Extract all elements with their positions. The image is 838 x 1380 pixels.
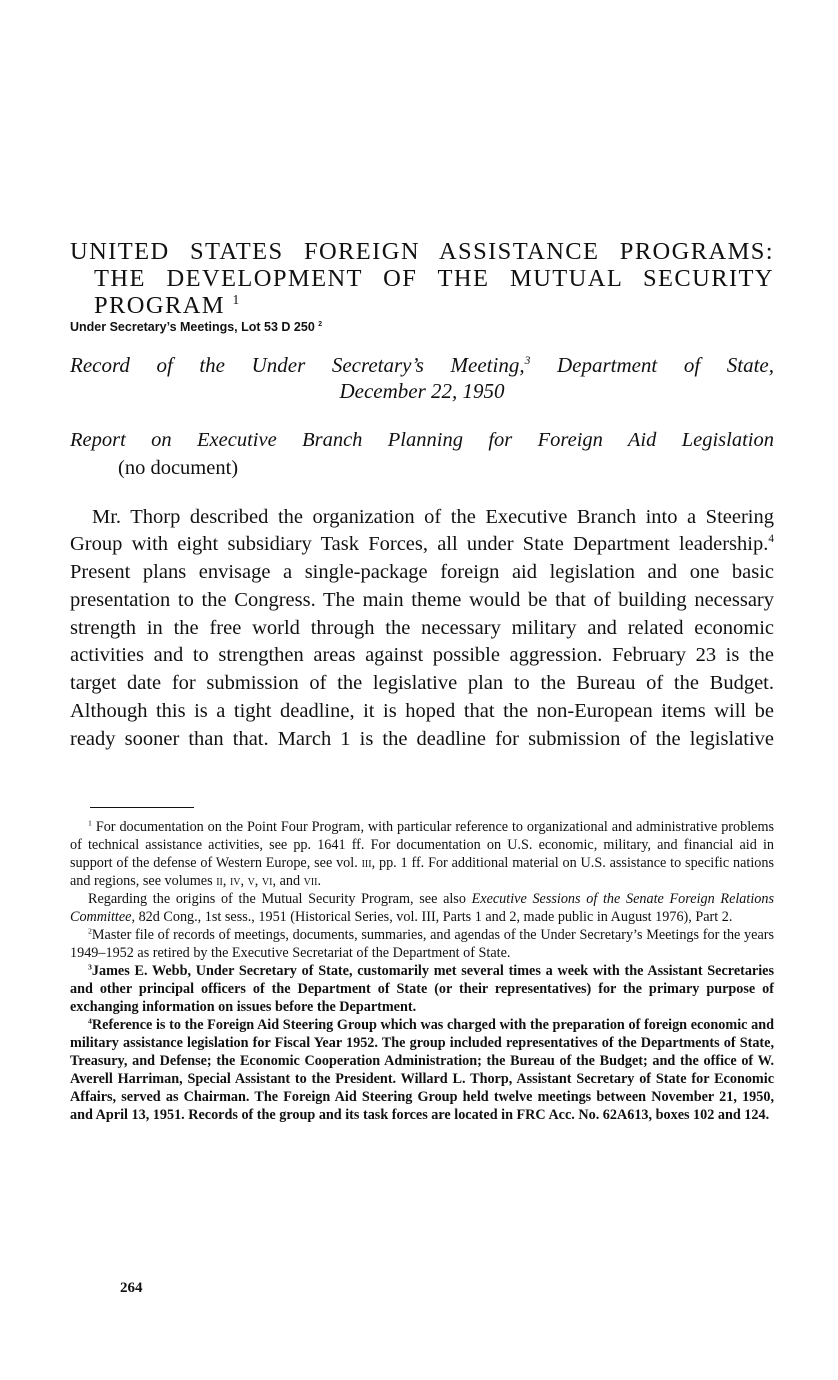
footnotes	[70, 818, 774, 1124]
record-heading-line-1	[70, 352, 774, 378]
footnote-3-mark: 3	[88, 962, 92, 972]
chapter-title-line-2: THE DEVELOPMENT OF THE MUTUAL SECURITY	[94, 265, 774, 293]
footnote-2-text: Master file of records of meetings, documents, summaries, and agendas of the Under Secretary’s Meetings for the years 1949–1952 as retired by the Executive Secretariat of the Department of State.	[70, 927, 774, 961]
footnote-1-vol-vii: vii	[303, 873, 318, 889]
footnote-3-text: James E. Webb, Under Secretary of State, customarily met several times a week with the Assistant Secretaries and other principal officers of the Department of State (or their representatives) for the primary purpose of exchanging information on issues before the Department.	[70, 963, 774, 1015]
footnote-1-vols: ii, iv, v, vi,	[216, 873, 277, 889]
footnote-ref-2: 2	[318, 320, 323, 328]
footnote-1-paragraph-2	[70, 890, 774, 926]
footnote-2	[70, 926, 774, 962]
footnote-1-text-d: .	[317, 873, 322, 889]
footnote-ref-3: 3	[524, 355, 531, 367]
page-number: 264	[120, 1280, 143, 1296]
footnote-ref-4: 4	[768, 533, 774, 546]
record-heading-date: December 22, 1950	[339, 379, 505, 403]
record-heading	[70, 352, 774, 404]
chapter-title-line-1: UNITED STATES FOREIGN ASSISTANCE PROGRAMS:	[70, 238, 774, 266]
footnote-4	[70, 1016, 774, 1124]
report-heading-note: (no document)	[118, 457, 239, 479]
body-paragraph-part-1: Mr. Thorp described the organization of the Executive Branch into a Steering Group with eight subsidiary Task Forces, all under State Department leadership.	[70, 505, 774, 556]
footnote-1-text-a: For documentation on the Point Four Program, with particular reference to organizational and administrative problems of technical assistance activities, see pp. 1641 ff. For documentation on U.S. economic, military, and financial aid in support of the defense of Western Europe, see vol.	[70, 819, 775, 871]
footnote-ref-1: 1	[232, 292, 241, 308]
footnote-1-p2-text-a: Regarding the origins of the Mutual Security Program, see also	[88, 891, 472, 907]
archive-source-line	[70, 320, 774, 334]
chapter-title	[70, 238, 774, 319]
footnote-1-text-b: , pp. 1 ff. For additional material on U.S. assistance to specific nations and regions, see volumes	[70, 855, 774, 889]
footnote-1-p2-title: Executive Sessions of the Senate Foreign Relations Committee	[70, 891, 774, 925]
footnote-2-mark: 2	[88, 926, 92, 936]
chapter-title-line-3-text: PROGRAM	[94, 292, 225, 320]
report-heading-title: Report on Executive Branch Planning for Foreign Aid Legislation	[70, 429, 774, 451]
footnote-3	[70, 962, 774, 1016]
footnote-1-text-c: and	[276, 873, 304, 889]
chapter-title-line-3	[70, 292, 774, 319]
footnote-1	[70, 818, 774, 890]
footnote-1-vol-iii: iii	[361, 855, 372, 871]
footnote-1-mark: 1	[88, 818, 92, 828]
archive-source-text: Under Secretary’s Meetings, Lot 53 D 250	[70, 320, 315, 334]
footnote-divider	[90, 807, 194, 808]
footnote-4-text: Reference is to the Foreign Aid Steering Group which was charged with the preparation of foreign economic and military assistance legislation for Fiscal Year 1952. The group included representatives of the Departments of State, Treasury, and Defense; the Economic Cooperation Administration; the Bureau of the Budget; and the office of W. Averell Harriman, Special Assistant to the President. Willard L. Thorp, Assistant Secretary of State for Economic Affairs, served as Chairman. The Foreign Aid Steering Group held twelve meetings between November 21, 1950, and April 13, 1951. Records of the group and its task forces are located in FRC Acc. No. 62A613, boxes 102 and 124.	[70, 1017, 774, 1123]
body-paragraph	[70, 504, 774, 754]
footnote-1-p2-text-b: , 82d Cong., 1st sess., 1951 (Historical Series, vol. III, Parts 1 and 2, made public in August 1976), Part 2.	[131, 909, 733, 925]
body-paragraph-part-2: Present plans envisage a single-package foreign aid legislation and one basic presentation to the Congress. The main theme would be that of building necessary strength in the free world through the necessary military and related economic activities and to strengthen areas against possible aggression. February 23 is the target date for submission of the legislative plan to the Bureau of the Budget. Although this is a tight deadline, it is hoped that the non-European items will be ready sooner than that. March 1 is the deadline for submission of the legislative	[70, 561, 774, 750]
footnote-4-mark: 4	[88, 1016, 92, 1026]
report-heading	[70, 426, 774, 482]
record-heading-part-2: Department of State,	[530, 353, 774, 377]
record-heading-part-1: Record of the Under Secretary’s Meeting,	[70, 353, 525, 377]
